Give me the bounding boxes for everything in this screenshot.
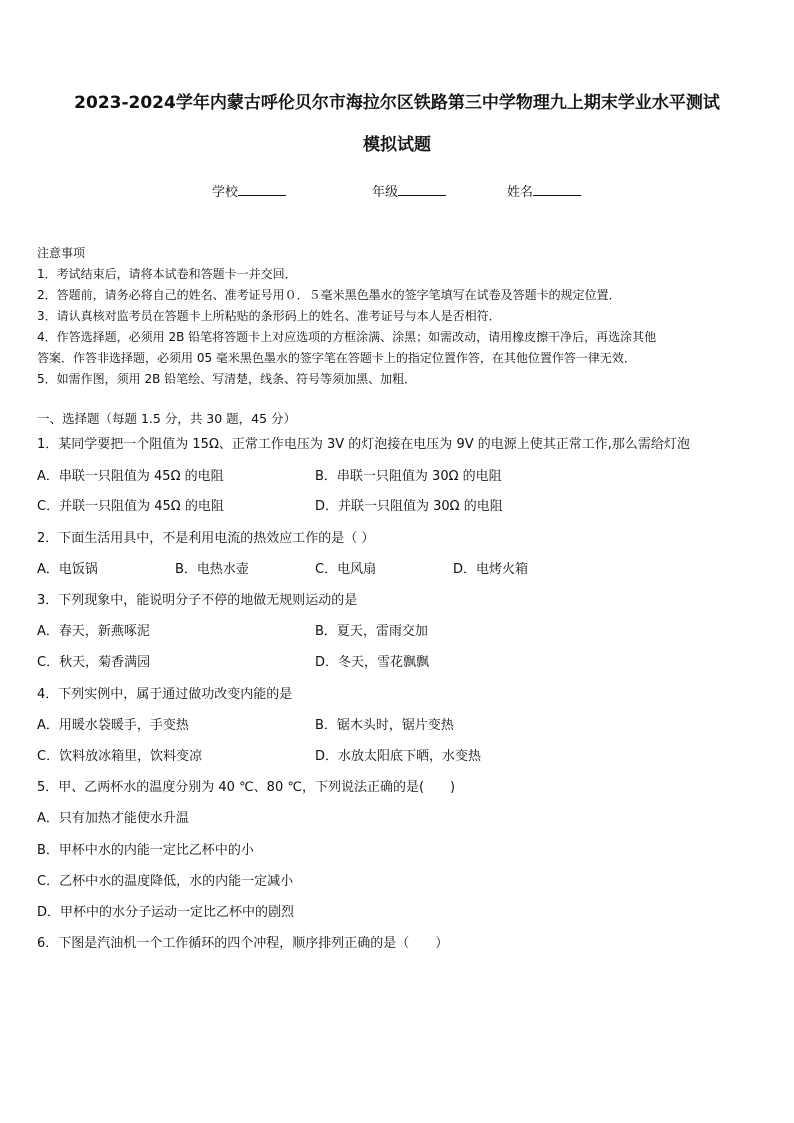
option-a: A．串联一只阻值为 45Ω 的电阻: [37, 469, 224, 484]
notice-item: 3．请认真核对监考员在答题卡上所粘贴的条形码上的姓名、准考证号与本人是否相符．: [37, 309, 501, 323]
question-stem: 4．下列实例中，属于通过做功改变内能的是: [37, 687, 293, 702]
school-label: 学校: [212, 185, 239, 200]
option-a: A．用暖水袋暖手，手变热: [37, 718, 189, 733]
option-c: C．并联一只阻值为 45Ω 的电阻: [37, 499, 224, 514]
option-a: A．电饭锅: [37, 562, 98, 577]
grade-label: 年级: [372, 185, 399, 200]
option-b: B．串联一只阻值为 30Ω 的电阻: [315, 469, 502, 484]
option-d: D．电烤火箱: [453, 562, 529, 577]
school-blank: [238, 183, 286, 196]
school-field: [212, 181, 286, 200]
notice-item: 1．考试结束后，请将本试卷和答题卡一并交回．: [37, 267, 297, 281]
option-b: B．甲杯中水的内能一定比乙杯中的小: [37, 843, 254, 858]
option-c: C．电风扇: [315, 562, 377, 577]
notice-item: 答案．作答非选择题，必须用 05 毫米黑色墨水的签字笔在答题卡上的指定位置作答，在其他位置作答一律无效．: [37, 351, 636, 365]
option-b: B．电热水壶: [175, 562, 249, 577]
section-title: 一、选择题（每题 1.5 分，共 30 题，45 分）: [37, 411, 297, 426]
question-stem: 1．某同学要把一个阻值为 15Ω、正常工作电压为 3V 的灯泡接在电压为 9V 的电源上使其正常工作,那么需给灯泡: [37, 437, 690, 452]
grade-blank: [398, 183, 446, 196]
exam-title-line1: 2023-2024学年内蒙古呼伦贝尔市海拉尔区铁路第三中学物理九上期末学业水平测试: [74, 93, 720, 113]
option-d: D．水放太阳底下晒，水变热: [315, 749, 482, 764]
name-blank: [533, 183, 581, 196]
question-stem: 5．甲、乙两杯水的温度分别为 40 ℃、80 ℃，下列说法正确的是( ): [37, 780, 456, 795]
exam-title-line2: 模拟试题: [363, 135, 431, 155]
name-field: [507, 181, 581, 200]
option-c: C．饮料放冰箱里，饮料变凉: [37, 749, 203, 764]
option-c: C．乙杯中水的温度降低，水的内能一定减小: [37, 874, 294, 889]
question-stem: 2．下面生活用具中，不是利用电流的热效应工作的是（ ）: [37, 531, 375, 546]
question-stem: 3．下列现象中，能说明分子不停的地做无规则运动的是: [37, 593, 358, 608]
name-label: 姓名: [507, 185, 534, 200]
option-d: D．并联一只阻值为 30Ω 的电阻: [315, 499, 503, 514]
notice-item: 5．如需作图，须用 2B 铅笔绘、写清楚，线条、符号等须加黑、加粗．: [37, 372, 417, 386]
option-d: D．甲杯中的水分子运动一定比乙杯中的剧烈: [37, 905, 295, 920]
option-b: B．锯木头时，锯片变热: [315, 718, 454, 733]
option-a: A．只有加热才能使水升温: [37, 811, 189, 826]
notice-item: 4．作答选择题，必须用 2B 铅笔将答题卡上对应选项的方框涂满、涂黑；如需改动，请用橡皮擦干净后，再选涂其他: [37, 330, 657, 344]
notice-item: 2．答题前，请务必将自己的姓名、准考证号用０．５毫米黑色墨水的签字笔填写在试卷及答题卡的规定位置．: [37, 288, 621, 302]
notice-heading: 注意事项: [37, 246, 86, 260]
grade-field: [372, 181, 446, 200]
option-a: A．春天，新燕啄泥: [37, 624, 150, 639]
option-b: B．夏天，雷雨交加: [315, 624, 428, 639]
question-stem: 6．下图是汽油机一个工作循环的四个冲程，顺序排列正确的是（ ）: [37, 936, 449, 951]
option-c: C．秋天，菊香满园: [37, 655, 151, 670]
option-d: D．冬天，雪花飘飘: [315, 655, 430, 670]
